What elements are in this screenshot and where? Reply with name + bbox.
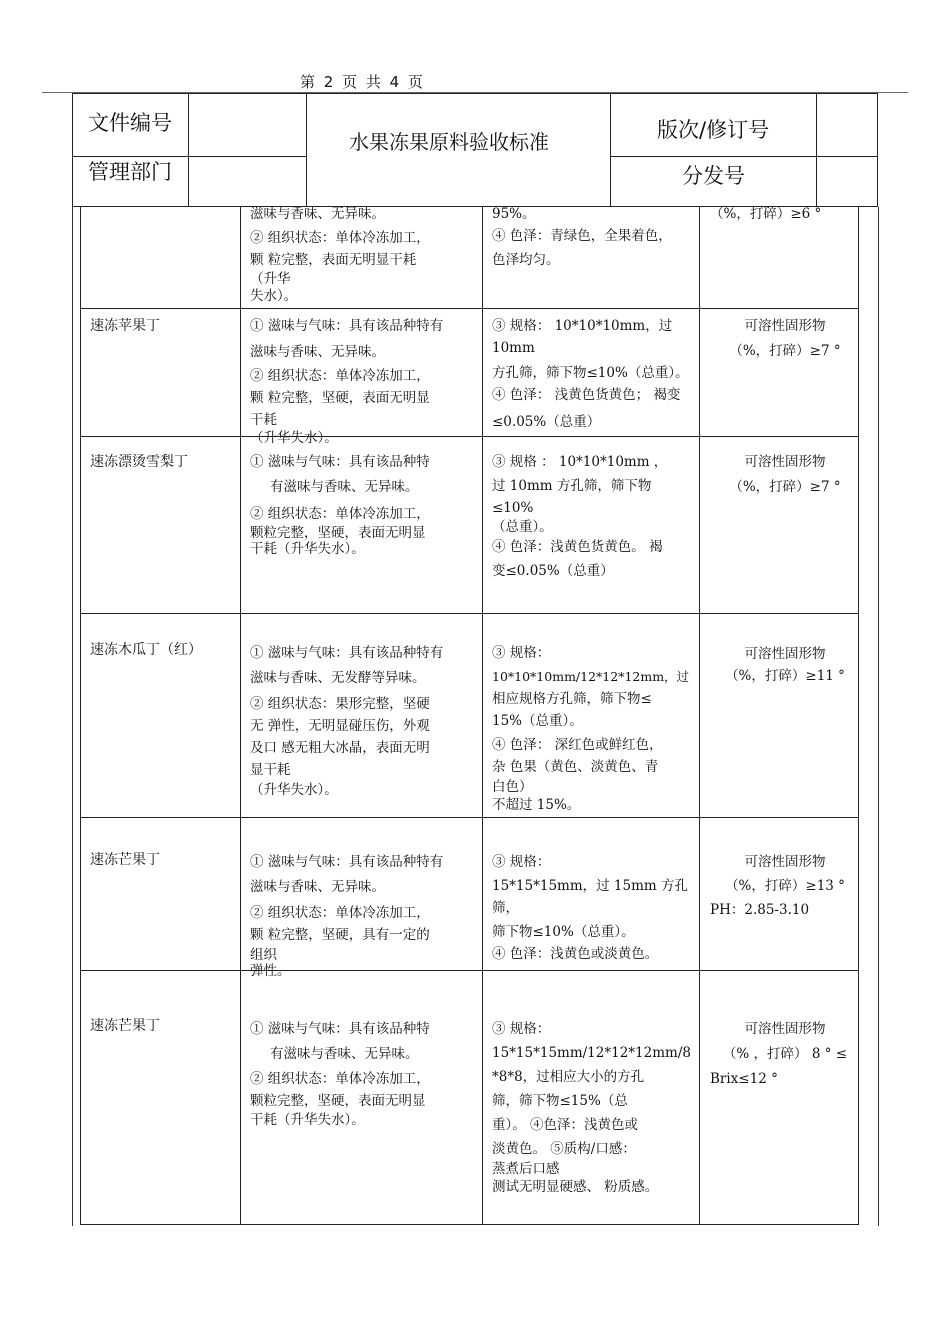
table-row (250, 451, 480, 557)
cell-line: 白色） (492, 779, 533, 795)
table-row (710, 451, 860, 498)
row-divider (80, 308, 858, 309)
cell-line: ② 组织状态：单体冷冻加工， (250, 506, 430, 522)
cell-line: ① 滋味与气味：具有该品种特 (250, 454, 430, 470)
cell-line: ④ 色泽： 浅黄色货黄色； 褐变 (492, 387, 681, 403)
cell-line: 筛下物≤10%（总重）。 (492, 924, 635, 940)
header-divider (816, 94, 817, 206)
cell-line: ③ 规格 ： 10*10*10mm ， (492, 454, 668, 470)
cell-line: 组织 (250, 947, 277, 963)
table-row (250, 642, 482, 799)
cell-line: （%，打碎）≥6 ° (710, 206, 822, 222)
cell-line: ① 滋味与气味：具有该品种特有 (250, 645, 444, 661)
cell-line: （%，打碎）≥7 ° (729, 479, 841, 495)
cell-line: ② 组织状态：单体冷冻加工， (250, 368, 430, 384)
cell-line: 可溶性固形物 (744, 854, 826, 870)
cell-line: 方孔筛，筛下物≤10%（总重）。 (492, 365, 689, 381)
cell-line: 干耗 (250, 412, 277, 428)
cell-line: ② 组织状态：单体冷冻加工， (250, 905, 430, 921)
table-row (492, 1018, 702, 1196)
cell-line: 颗粒完整，坚硬，表面无明显 (250, 525, 426, 541)
table-row (492, 851, 704, 965)
outer-frame (878, 207, 879, 1226)
table-row (710, 851, 860, 921)
page-number: 第 2 页 共 4 页 (300, 73, 425, 91)
table-row (492, 203, 702, 271)
header-divider (610, 94, 611, 206)
cell-line: 颗 粒完整，坚硬，具有一定的 (250, 927, 430, 943)
version-label: 版次/修订号 (657, 118, 770, 142)
cell-line: 测试无明显硬感、 粉质感。 (492, 1179, 659, 1195)
table-row (492, 642, 704, 814)
cell-line: 蒸煮后口感 (492, 1161, 560, 1177)
table-row (710, 203, 860, 225)
product-name: 速冻芒果丁 (90, 1018, 160, 1034)
cell-line: PH：2.85-3.10 (710, 902, 810, 918)
cell-line: ① 滋味与气味：具有该品种特有 (250, 318, 444, 334)
cell-line: 95%。 (492, 206, 536, 222)
cell-line: ④ 色泽：浅黄色或淡黄色。 (492, 946, 659, 962)
table-row (492, 315, 704, 433)
cell-line: 变≤0.05%（总重） (492, 563, 614, 579)
cell-line: 杂 色果（黄色、淡黄色、青 (492, 759, 659, 775)
header-divider (610, 156, 877, 157)
cell-line: ≤0.05%（总重） (492, 414, 601, 430)
table-row (710, 315, 860, 362)
table-row (250, 851, 482, 978)
cell-line: 干耗（升华失水）。 (250, 541, 365, 557)
cell-line: *8*8，过相应大小的方孔 (492, 1069, 645, 1085)
product-name: 速冻木瓜丁（红） (90, 642, 202, 658)
table-row (250, 315, 480, 445)
cell-line: 显干耗 (250, 762, 291, 778)
cell-line: 10*10*10mm/12*12*12mm，过 (492, 669, 690, 684)
cell-line: ④ 色泽：青绿色，全果着色， (492, 228, 672, 244)
cell-line: 弹性。 (250, 963, 291, 979)
column-divider (80, 207, 81, 1224)
cell-line: 失水）。 (250, 288, 298, 304)
distribution-label: 分发号 (682, 164, 745, 188)
cell-line: 重）。 ④色泽：浅黄色或 (492, 1117, 639, 1133)
table-row (710, 1018, 860, 1090)
cell-line: （%，打碎）≥11 ° (725, 668, 845, 684)
cell-line: 颗 粒完整，坚硬，表面无明显 (250, 390, 430, 406)
product-name: 速冻漂烫雪梨丁 (90, 454, 188, 470)
cell-line: （升华 (250, 271, 291, 287)
cell-line: ② 组织状态：果形完整，坚硬 (250, 696, 430, 712)
cell-line: 有滋味与香味、无异味。 (270, 1046, 419, 1062)
cell-line: 相应规格方孔筛，筛下物≤ (492, 691, 652, 707)
cell-line: 有滋味与香味、无异味。 (270, 479, 419, 495)
cell-line: ① 滋味与气味：具有该品种特 (250, 1021, 430, 1037)
document-title: 水果冻果原料验收标准 (349, 130, 549, 154)
cell-line: 无 弹性，无明显碰压伤，外观 (250, 718, 430, 734)
cell-line: ① 滋味与气味：具有该品种特有 (250, 854, 444, 870)
table-row (710, 643, 860, 687)
cell-line: 颗粒完整，坚硬，表面无明显 (250, 1093, 426, 1109)
cell-line: （升华失水）。 (250, 430, 338, 446)
cell-line: 不超过 15%。 (492, 797, 581, 813)
cell-line: 可溶性固形物 (744, 454, 826, 470)
cell-line: （%，打碎）≥7 ° (729, 343, 841, 359)
cell-line: 过 10mm 方孔筛，筛下物 (492, 478, 652, 494)
file-no-label: 文件编号 (88, 111, 172, 135)
row-divider (80, 613, 858, 614)
cell-line: （总重）。 (492, 519, 553, 535)
cell-line: ③ 规格： (492, 1021, 551, 1037)
dept-label: 管理部门 (88, 160, 172, 184)
cell-line: 色泽均匀。 (492, 252, 560, 268)
table-row (492, 451, 702, 582)
cell-line: 及口 感无粗大冰晶，表面无明 (250, 740, 430, 756)
row-divider (80, 817, 858, 818)
cell-line: ③ 规格： (492, 854, 551, 870)
column-divider (482, 207, 483, 1224)
cell-line: 滋味与香味、无发酵等异味。 (250, 670, 426, 686)
cell-line: 15*15*15mm/12*12*12mm/8 (492, 1045, 691, 1061)
cell-line: 15%（总重）。 (492, 713, 583, 729)
cell-line: ④ 色泽： 深红色或鲜红色， (492, 737, 663, 753)
cell-line: 可溶性固形物 (744, 646, 826, 662)
cell-line: Brix≤12 ° (710, 1071, 778, 1087)
header-table (72, 93, 878, 207)
table-row (250, 1018, 482, 1128)
product-name: 速冻芒果丁 (90, 852, 160, 868)
cell-line: 15*15*15mm，过 15mm 方孔筛， (492, 878, 689, 916)
cell-line: 淡黄色。 ⑤质构/口感： (492, 1141, 636, 1157)
cell-line: 滋味与香味、无异味。 (250, 344, 385, 360)
header-divider (306, 94, 307, 206)
table-row (250, 203, 480, 305)
standards-table (80, 207, 859, 1225)
cell-line: ≤10% (492, 500, 534, 516)
cell-line: （升华失水）。 (250, 782, 338, 798)
cell-line: 滋味与香味、无异味。 (250, 206, 385, 222)
column-divider (240, 207, 241, 1224)
cell-line: ② 组织状态：单体冷冻加工， (250, 1071, 430, 1087)
cell-line: 滋味与香味、无异味。 (250, 879, 385, 895)
cell-line: （%，打碎）≥13 ° (725, 878, 845, 894)
header-divider (188, 94, 189, 206)
cell-line: （% ，打碎） 8 ° ≤ (722, 1046, 848, 1062)
cell-line: 可溶性固形物 (744, 318, 826, 334)
cell-line: ③ 规格： 10*10*10mm，过 10mm (492, 318, 673, 356)
product-name: 速冻苹果丁 (90, 318, 160, 334)
cell-line: ③ 规格： (492, 645, 551, 661)
cell-line: ② 组织状态：单体冷冻加工， (250, 230, 430, 246)
cell-line: 干耗（升华失水）。 (250, 1112, 365, 1128)
cell-line: ④ 色泽：浅黄色货黄色。 褐 (492, 539, 663, 555)
outer-frame (72, 207, 73, 1226)
cell-line: 可溶性固形物 (744, 1021, 826, 1037)
cell-line: 颗 粒完整，表面无明显干耗 (250, 252, 417, 268)
cell-line: 筛，筛下物≤15%（总 (492, 1093, 628, 1109)
